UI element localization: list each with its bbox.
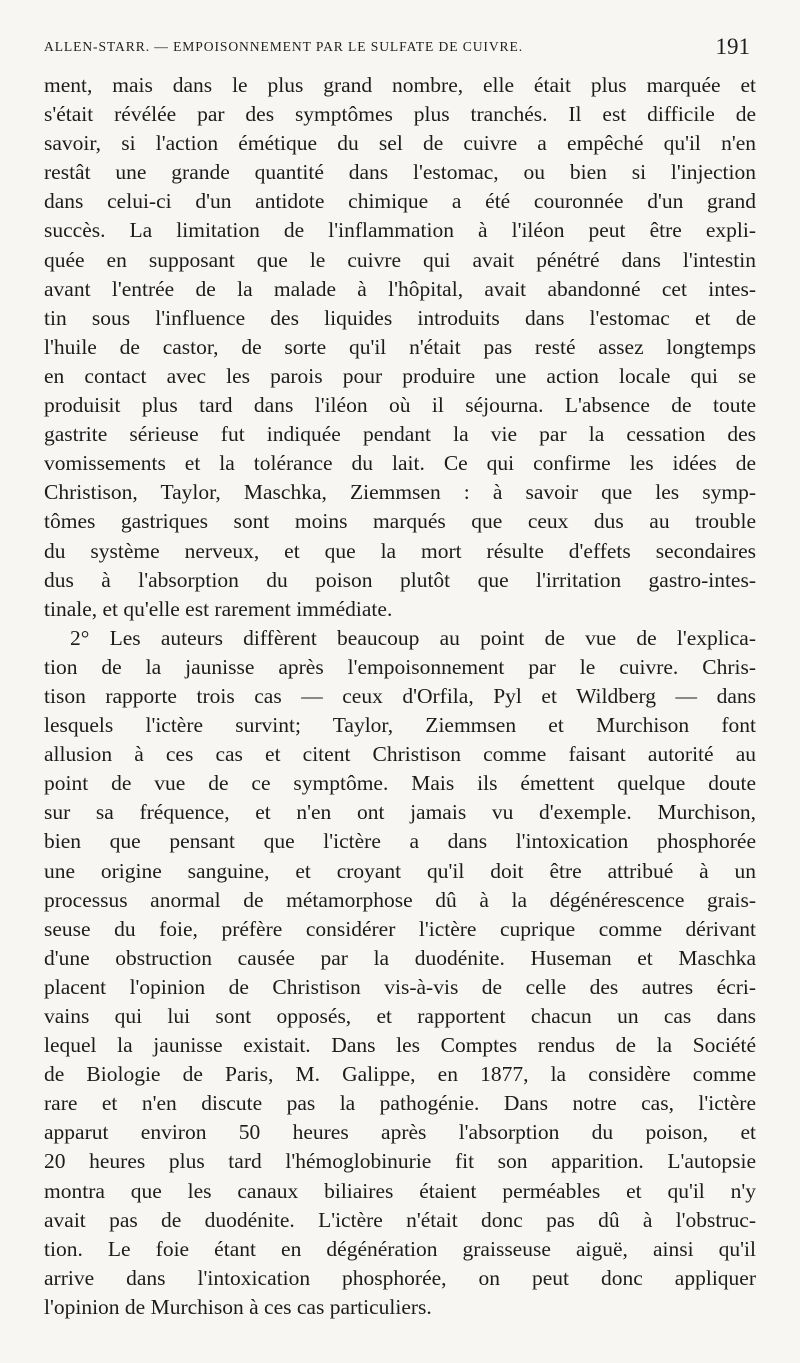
text-line: tion. Le foie étant en dégénération graisseuse aiguë, ainsi qu'il	[44, 1236, 756, 1261]
text-line: arrive dans l'intoxication phosphorée, on peut donc appliquer	[44, 1265, 756, 1290]
text-line: tion de la jaunisse après l'empoisonnement par le cuivre. Chris-	[44, 654, 756, 679]
text-line: l'opinion de Murchison à ces cas particuliers.	[44, 1294, 432, 1319]
text-line: lesquels l'ictère survint; Taylor, Ziemmsen et Murchison font	[44, 713, 756, 738]
text-line: tinale, et qu'elle est rarement immédiate.	[44, 596, 393, 621]
text-line: gastrite sérieuse fut indiquée pendant la vie par la cessation des	[44, 422, 756, 447]
text-line: placent l'opinion de Christison vis-à-vis de celle des autres écri-	[44, 974, 756, 999]
text-line: savoir, si l'action émétique du sel de cuivre a empêché qu'il n'en	[44, 131, 756, 156]
text-line: d'une obstruction causée par la duodénite. Huseman et Maschka	[44, 945, 756, 970]
text-line: quée en supposant que le cuivre qui avait pénétré dans l'intestin	[44, 247, 756, 272]
text-line: apparut environ 50 heures après l'absorption du poison, et	[44, 1120, 756, 1145]
text-line: ment, mais dans le plus grand nombre, elle était plus marquée et	[44, 73, 756, 97]
text-line: succès. La limitation de l'inflammation à l'iléon peut être expli-	[44, 218, 756, 243]
text-line: 2° Les auteurs diffèrent beaucoup au point de vue de l'explica-	[70, 625, 756, 650]
text-line: une origine sanguine, et croyant qu'il doit être attribué à un	[44, 858, 756, 883]
page-number: 191	[715, 34, 750, 59]
text-line: de Biologie de Paris, M. Galippe, en 1877, la considère comme	[44, 1062, 756, 1087]
text-line: tison rapporte trois cas — ceux d'Orfila, Pyl et Wildberg — dans	[44, 683, 756, 708]
text-line: en contact avec les parois pour produire une action locale qui se	[44, 363, 756, 388]
text-line: l'huile de castor, de sorte qu'il n'était pas resté assez longtemps	[44, 334, 756, 359]
text-line: Christison, Taylor, Maschka, Ziemmsen : à savoir que les symp-	[44, 480, 756, 505]
text-line: 20 heures plus tard l'hémoglobinurie fit son apparition. L'autopsie	[44, 1149, 756, 1174]
text-line: vains qui lui sont opposés, et rapportent chacun un cas dans	[44, 1004, 756, 1028]
text-line: s'était révélée par des symptômes plus tranchés. Il est difficile de	[44, 102, 756, 127]
text-line: bien que pensant que l'ictère a dans l'intoxication phosphorée	[44, 829, 756, 854]
text-line: tômes gastriques sont moins marqués que ceux dus au trouble	[44, 509, 756, 534]
text-line: vomissements et la tolérance du lait. Ce qui confirme les idées de	[44, 451, 756, 476]
text-line: restât une grande quantité dans l'estomac, ou bien si l'injection	[44, 160, 756, 185]
page-header	[44, 34, 750, 64]
text-line: tin sous l'influence des liquides introduits dans l'estomac et de	[44, 305, 756, 330]
text-line: allusion à ces cas et citent Christison comme faisant autorité au	[44, 742, 756, 767]
text-line: lequel la jaunisse existait. Dans les Comptes rendus de la Société	[44, 1033, 756, 1058]
body-text	[44, 71, 756, 1322]
text-line: rare et n'en discute pas la pathogénie. Dans notre cas, l'ictère	[44, 1091, 756, 1116]
running-head: ALLEN-STARR. — EMPOISONNEMENT PAR LE SULFATE DE CUIVRE.	[44, 39, 524, 54]
text-line: produisit plus tard dans l'iléon où il séjourna. L'absence de toute	[44, 393, 756, 418]
text-line: dus à l'absorption du poison plutôt que l'irritation gastro-intes-	[44, 567, 756, 592]
text-line: dans celui-ci d'un antidote chimique a été couronnée d'un grand	[44, 189, 756, 214]
text-line: sur sa fréquence, et n'en ont jamais vu d'exemple. Murchison,	[44, 800, 756, 825]
text-line: avait pas de duodénite. L'ictère n'était donc pas dû à l'obstruc-	[44, 1207, 756, 1232]
text-line: avant l'entrée de la malade à l'hôpital, avait abandonné cet intes-	[44, 276, 756, 301]
text-line: montra que les canaux biliaires étaient perméables et qu'il n'y	[44, 1178, 756, 1203]
text-line: du système nerveux, et que la mort résulte d'effets secondaires	[44, 538, 756, 563]
text-line: processus anormal de métamorphose dû à la dégénérescence grais-	[44, 887, 756, 912]
text-line: seuse du foie, préfère considérer l'ictère cuprique comme dérivant	[44, 916, 756, 941]
text-line: point de vue de ce symptôme. Mais ils émettent quelque doute	[44, 771, 756, 796]
